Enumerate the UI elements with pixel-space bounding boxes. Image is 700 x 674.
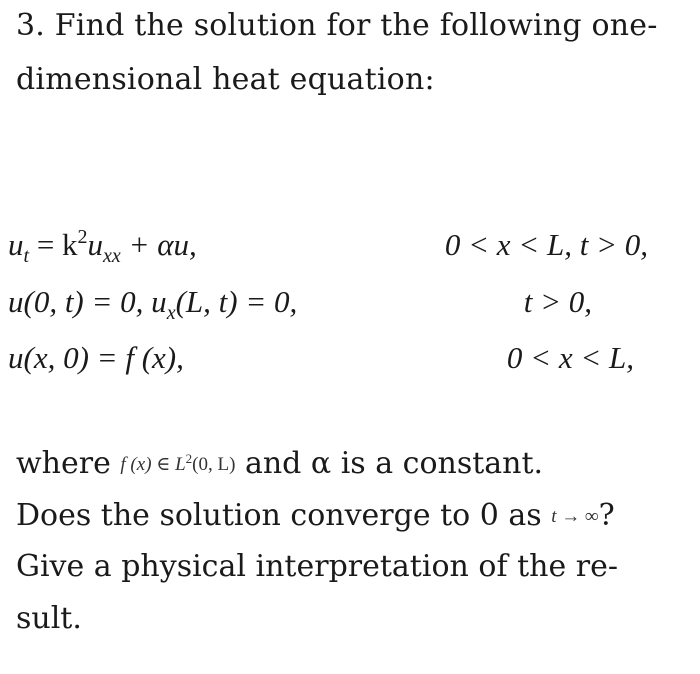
text-line-result: sult. (16, 601, 82, 636)
equation-2-condition: t > 0, (523, 284, 592, 319)
inline-function-space: f (x) ∈ $L^2(0$, L) (120, 451, 236, 475)
converge-question: Does the solution converge to 0 as (16, 498, 542, 533)
equation-3-lhs: u(x, 0) = f (x), (8, 340, 184, 375)
equation-1-lhs: $u_t = k^2u_{xx} + \alpha u$, (8, 226, 197, 267)
text-line-converge (16, 498, 615, 535)
alpha-constant-text: and α is a constant. (244, 446, 544, 481)
inline-limit: t → ∞ (551, 506, 599, 527)
text-line-physical: Give a physical interpretation of the re- (16, 549, 618, 584)
problem-heading-line-2: dimensional heat equation: (16, 62, 435, 97)
where-word: where (16, 446, 111, 481)
question-mark: ? (598, 498, 615, 533)
equation-1-condition: 0 < x < L, t > 0, (444, 227, 648, 262)
equation-3-condition: 0 < x < L, (506, 340, 634, 375)
equation-2-lhs: u(0, t) = 0, $u_x(L$, t) = 0, (8, 284, 298, 324)
problem-heading-line-1: 3. Find the solution for the following one- (16, 8, 658, 43)
text-line-where (16, 446, 543, 483)
